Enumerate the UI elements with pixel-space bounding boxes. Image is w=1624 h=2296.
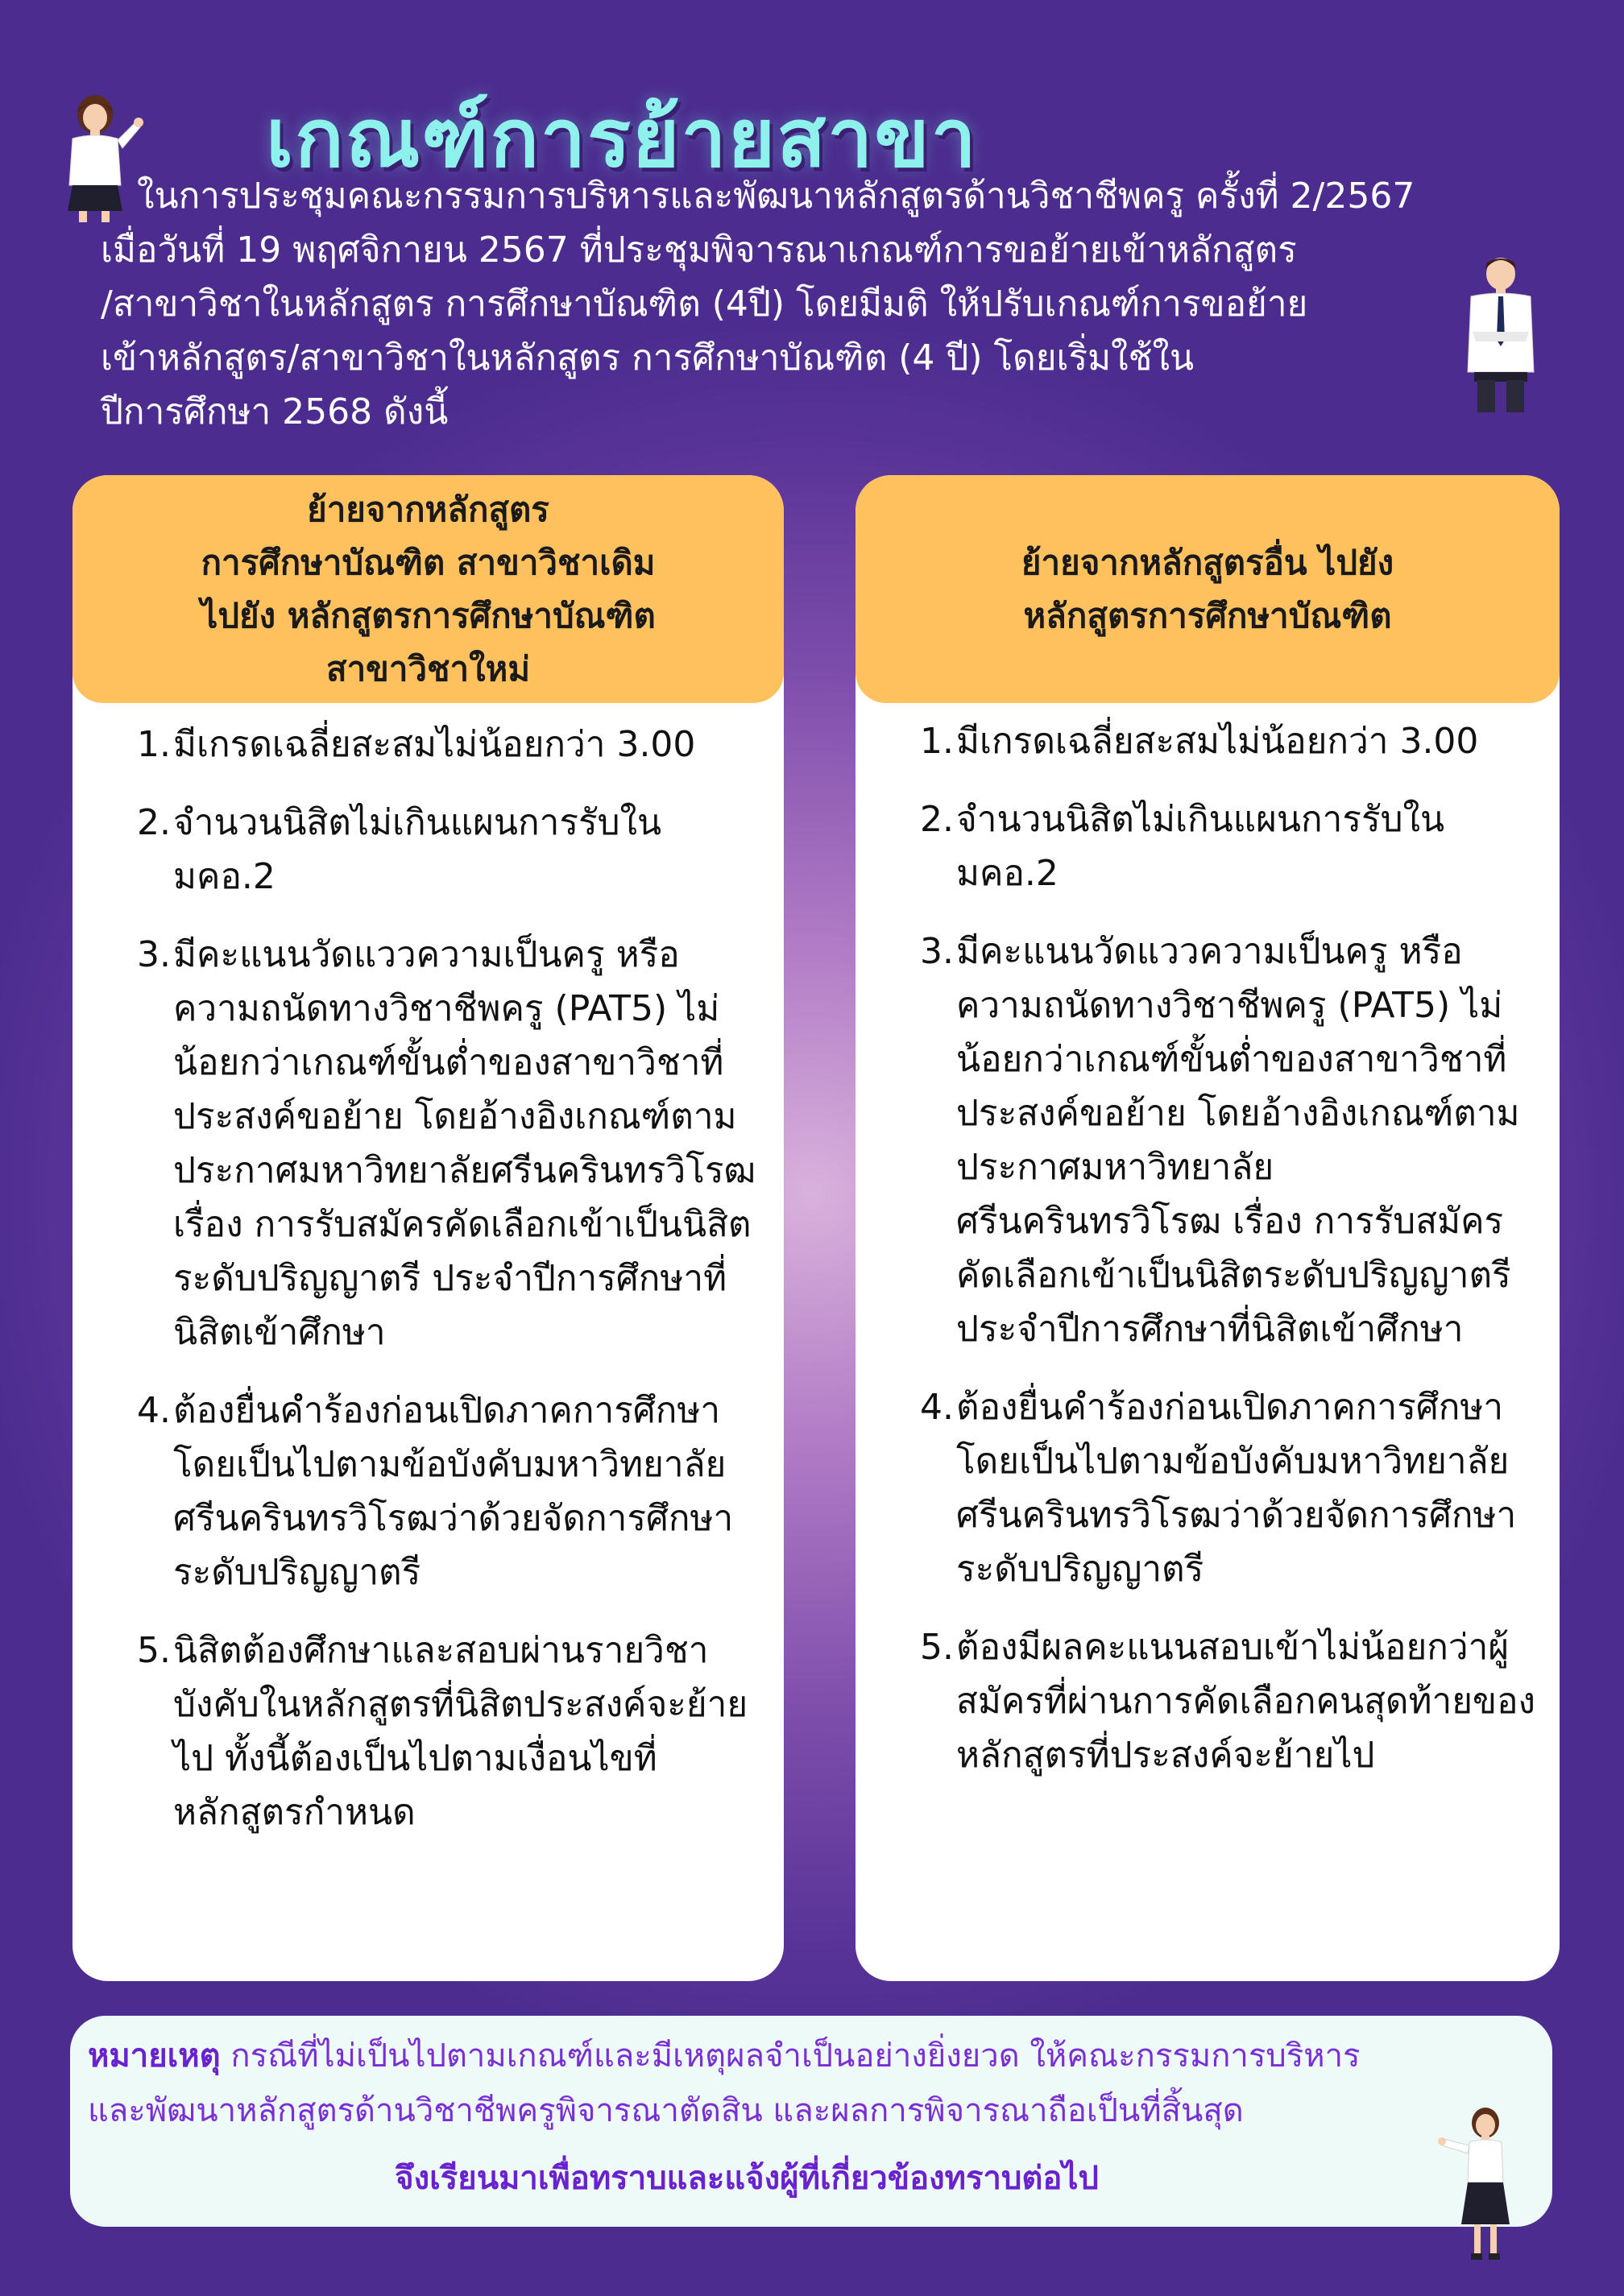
- left-criteria-card: [72, 475, 784, 1981]
- item-number: 3.: [920, 931, 954, 972]
- item-text: จำนวนนิสิตไม่เกินแผนการรับใน มคอ.2: [173, 802, 662, 897]
- note-line-2: และพัฒนาหลักสูตรด้านวิชาชีพครูพิจารณาตัดสิน และผลการพิจารณาถือเป็นที่สิ้นสุด: [88, 2092, 1244, 2129]
- page-title: เกณฑ์การย้ายสาขา: [266, 91, 978, 185]
- intro-paragraph: [101, 169, 1591, 439]
- criteria-item: [920, 792, 1535, 900]
- female-presenter-illustration: [1436, 2104, 1524, 2265]
- heading-line: การศึกษาบัณฑิต สาขาวิชาเดิม: [201, 542, 656, 582]
- criteria-item: [137, 1384, 760, 1599]
- right-criteria-list: [856, 703, 1560, 1782]
- intro-line: /สาขาวิชาในหลักสูตร การศึกษาบัณฑิต (4ปี) โดยมีมติ ให้ปรับเกณฑ์การขอย้าย: [101, 283, 1308, 325]
- right-card-heading: [856, 475, 1560, 703]
- item-text: ต้องยื่นคำร้องก่อนเปิดภาคการศึกษาโดยเป็นไปตามข้อบังคับมหาวิทยาลัยศรีนครินทรวิโรฒว่าด้วยจัดการศึกษาระดับปริญญาตรี: [173, 1390, 734, 1593]
- heading-line: ย้ายจากหลักสูตรอื่น ไปยัง: [1021, 542, 1394, 582]
- item-text: มีคะแนนวัดแววความเป็นครู หรือความถนัดทางวิชาชีพครู (PAT5) ไม่น้อยกว่าเกณฑ์ขั้นต่ำของสาขาวิชาที่ประสงค์ขอย้าย โดยอ้างอิงเกณฑ์ตามประกาศมหาวิทยาลัยศรีนครินทรวิโรฒ เรื่อง การรับสมัครคัดเลือกเข้าเป็นนิสิตระดับปริญญาตรี ประจำปีการศึกษาที่นิสิตเข้าศึกษา: [173, 934, 756, 1353]
- intro-line: ปีการศึกษา 2568 ดังนี้: [101, 391, 449, 432]
- note-text: กรณีที่ไม่เป็นไปตามเกณฑ์และมีเหตุผลจำเป็นอย่างยิ่งยวด ให้คณะกรรมการบริหาร: [230, 2037, 1361, 2075]
- note-line-1: [88, 2030, 1361, 2082]
- intro-line: ในการประชุมคณะกรรมการบริหารและพัฒนาหลักสูตรด้านวิชาชีพครู ครั้งที่ 2/2567: [137, 176, 1415, 217]
- left-card-heading: [72, 475, 784, 703]
- criteria-item: [137, 718, 760, 772]
- criteria-item: [920, 925, 1535, 1356]
- item-text: นิสิตต้องศึกษาและสอบผ่านรายวิชาบังคับในหลักสูตรที่นิสิตประสงค์จะย้ายไป ทั้งนี้ต้องเป็นไปตามเงื่อนไขที่หลักสูตรกำหนด: [173, 1630, 748, 1833]
- item-text: มีเกรดเฉลี่ยสะสมไม่น้อยกว่า 3.00: [956, 721, 1479, 762]
- item-number: 4.: [920, 1387, 954, 1428]
- criteria-item: [137, 796, 760, 904]
- item-text: มีคะแนนวัดแววความเป็นครู หรือความถนัดทางวิชาชีพครู (PAT5) ไม่น้อยกว่าเกณฑ์ขั้นต่ำของสาขาวิชาที่ประสงค์ขอย้าย โดยอ้างอิงเกณฑ์ตามประกาศมหาวิทยาลัยศรีนครินทรวิโรฒ เรื่อง การรับสมัครคัดเลือกเข้าเป็นนิสิตระดับปริญญาตรี ประจำปีการศึกษาที่นิสิตเข้าศึกษา: [956, 931, 1520, 1350]
- heading-line: ไปยัง หลักสูตรการศึกษาบัณฑิต: [201, 595, 656, 635]
- item-text: จำนวนนิสิตไม่เกินแผนการรับใน มคอ.2: [956, 799, 1445, 894]
- male-teacher-illustration: [1456, 251, 1545, 416]
- note-box: [70, 2016, 1552, 2227]
- item-number: 3.: [137, 934, 171, 975]
- item-text: ต้องมีผลคะแนนสอบเข้าไม่น้อยกว่าผู้สมัครที่ผ่านการคัดเลือกคนสุดท้ายของหลักสูตรที่ประสงค์จะย้ายไป: [956, 1627, 1535, 1776]
- heading-line: ย้ายจากหลักสูตร: [307, 489, 549, 529]
- criteria-item: [137, 928, 760, 1359]
- item-text: ต้องยื่นคำร้องก่อนเปิดภาคการศึกษาโดยเป็นไปตามข้อบังคับมหาวิทยาลัยศรีนครินทรวิโรฒว่าด้วยจัดการศึกษาระดับปริญญาตรี: [956, 1387, 1517, 1590]
- intro-line: เมื่อวันที่ 19 พฤศจิกายน 2567 ที่ประชุมพิจารณาเกณฑ์การขอย้ายเข้าหลักสูตร: [101, 230, 1297, 271]
- criteria-item: [920, 1380, 1535, 1596]
- item-number: 2.: [920, 799, 954, 840]
- note-label: หมายเหตุ: [88, 2037, 221, 2075]
- item-number: 4.: [137, 1390, 171, 1431]
- left-criteria-list: [72, 703, 784, 1839]
- intro-line: เข้าหลักสูตร/สาขาวิชาในหลักสูตร การศึกษาบัณฑิต (4 ปี) โดยเริ่มใช้ใน: [101, 337, 1195, 379]
- heading-line: สาขาวิชาใหม่: [325, 648, 531, 689]
- item-number: 2.: [137, 802, 171, 843]
- item-text: มีเกรดเฉลี่ยสะสมไม่น้อยกว่า 3.00: [173, 724, 696, 765]
- item-number: 5.: [137, 1630, 171, 1671]
- heading-line: หลักสูตรการศึกษาบัณฑิต: [1023, 595, 1392, 635]
- closing-statement: จึงเรียนมาเพื่อทราบและแจ้งผู้ที่เกี่ยวข้องทราบต่อไป: [395, 2160, 1099, 2197]
- criteria-item: [920, 1620, 1535, 1782]
- item-number: 1.: [920, 721, 954, 762]
- item-number: 5.: [920, 1627, 954, 1668]
- right-criteria-card: [856, 475, 1560, 1981]
- criteria-item: [137, 1624, 760, 1839]
- item-number: 1.: [137, 724, 171, 765]
- criteria-item: [920, 714, 1535, 768]
